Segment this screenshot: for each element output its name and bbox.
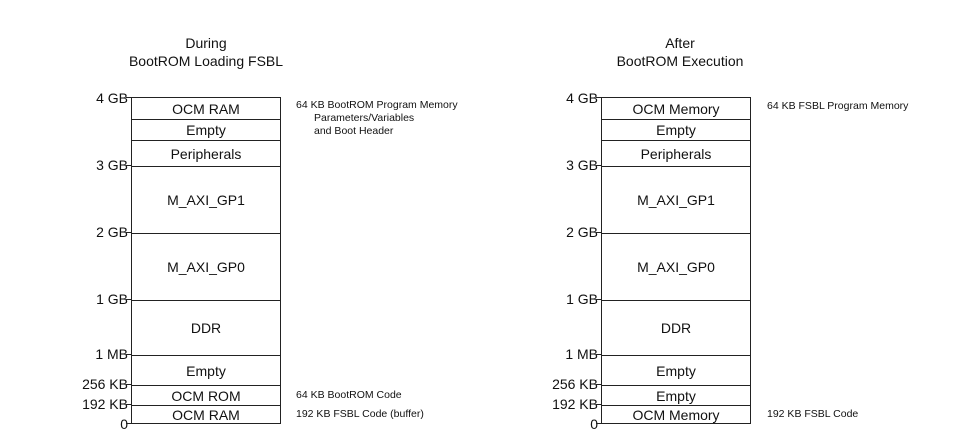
memory-column [131, 97, 281, 424]
diagram-title [580, 34, 780, 70]
block-empty-low: Empty [602, 355, 750, 385]
address-1mb: 1 MB [95, 346, 128, 362]
address-1gb: 1 GB [96, 291, 128, 307]
address-3gb: 3 GB [566, 157, 598, 173]
note-line-2: Parameters/Variables [314, 112, 415, 124]
tick-0 [126, 423, 132, 424]
block-ocm-ram-top: OCM RAM [172, 100, 240, 117]
tick-3gb [126, 165, 132, 166]
block-ddr: DDR [602, 300, 750, 355]
address-3gb: 3 GB [96, 157, 128, 173]
address-256kb: 256 KB [552, 376, 598, 392]
memory-column [601, 97, 751, 424]
tick-1mb [596, 354, 602, 355]
block-empty-low: Empty [132, 355, 280, 385]
note-fsbl-code-buffer: 192 KB FSBL Code (buffer) [296, 408, 424, 420]
block-peripherals: Peripherals [132, 140, 280, 166]
note-bootrom-code: 64 KB BootROM Code [296, 389, 402, 401]
address-1mb: 1 MB [565, 346, 598, 362]
address-1gb: 1 GB [566, 291, 598, 307]
tick-1gb [126, 299, 132, 300]
address-192kb: 192 KB [552, 396, 598, 412]
tick-2gb [596, 232, 602, 233]
tick-0 [596, 423, 602, 424]
title-line-1: After [665, 35, 695, 51]
note-fsbl-code: 192 KB FSBL Code [767, 408, 859, 420]
note-line-1: 64 KB BootROM Program Memory [296, 99, 458, 111]
tick-3gb [596, 165, 602, 166]
address-192kb: 192 KB [82, 396, 128, 412]
block-empty-top: Empty [132, 119, 280, 140]
title-line-2: BootROM Execution [616, 53, 744, 69]
address-0: 0 [120, 416, 128, 432]
tick-256kb [126, 384, 132, 385]
block-m-axi-gp1: M_AXI_GP1 [132, 166, 280, 233]
block-empty-top: Empty [602, 119, 750, 140]
note-line-3: and Boot Header [314, 125, 394, 137]
block-peripherals: Peripherals [602, 140, 750, 166]
note-fsbl-program-memory: 64 KB FSBL Program Memory [767, 100, 909, 112]
block-m-axi-gp0: M_AXI_GP0 [602, 233, 750, 300]
tick-4gb [126, 97, 132, 98]
address-2gb: 2 GB [566, 224, 598, 240]
block-ocm-memory-bottom: OCM Memory [602, 405, 750, 423]
block-ddr: DDR [132, 300, 280, 355]
memory-map-after-bootrom [470, 0, 960, 442]
block-m-axi-gp0: M_AXI_GP0 [132, 233, 280, 300]
address-0: 0 [590, 416, 598, 432]
tick-2gb [126, 232, 132, 233]
address-2gb: 2 GB [96, 224, 128, 240]
address-256kb: 256 KB [82, 376, 128, 392]
tick-4gb [596, 97, 602, 98]
address-4gb: 4 GB [566, 90, 598, 106]
tick-256kb [596, 384, 602, 385]
tick-1gb [596, 299, 602, 300]
tick-192kb [126, 404, 132, 405]
block-empty-rom-region: Empty [602, 385, 750, 405]
note-bootrom-program-memory [296, 99, 458, 138]
address-4gb: 4 GB [96, 90, 128, 106]
tick-192kb [596, 404, 602, 405]
tick-1mb [126, 354, 132, 355]
block-ocm-rom: OCM ROM [132, 385, 280, 405]
title-line-1: During [185, 35, 227, 51]
block-ocm-memory-top: OCM Memory [632, 100, 720, 117]
block-m-axi-gp1: M_AXI_GP1 [602, 166, 750, 233]
diagram-title [106, 34, 306, 70]
title-line-2: BootROM Loading FSBL [128, 53, 284, 69]
block-ocm-ram-bottom: OCM RAM [132, 405, 280, 423]
